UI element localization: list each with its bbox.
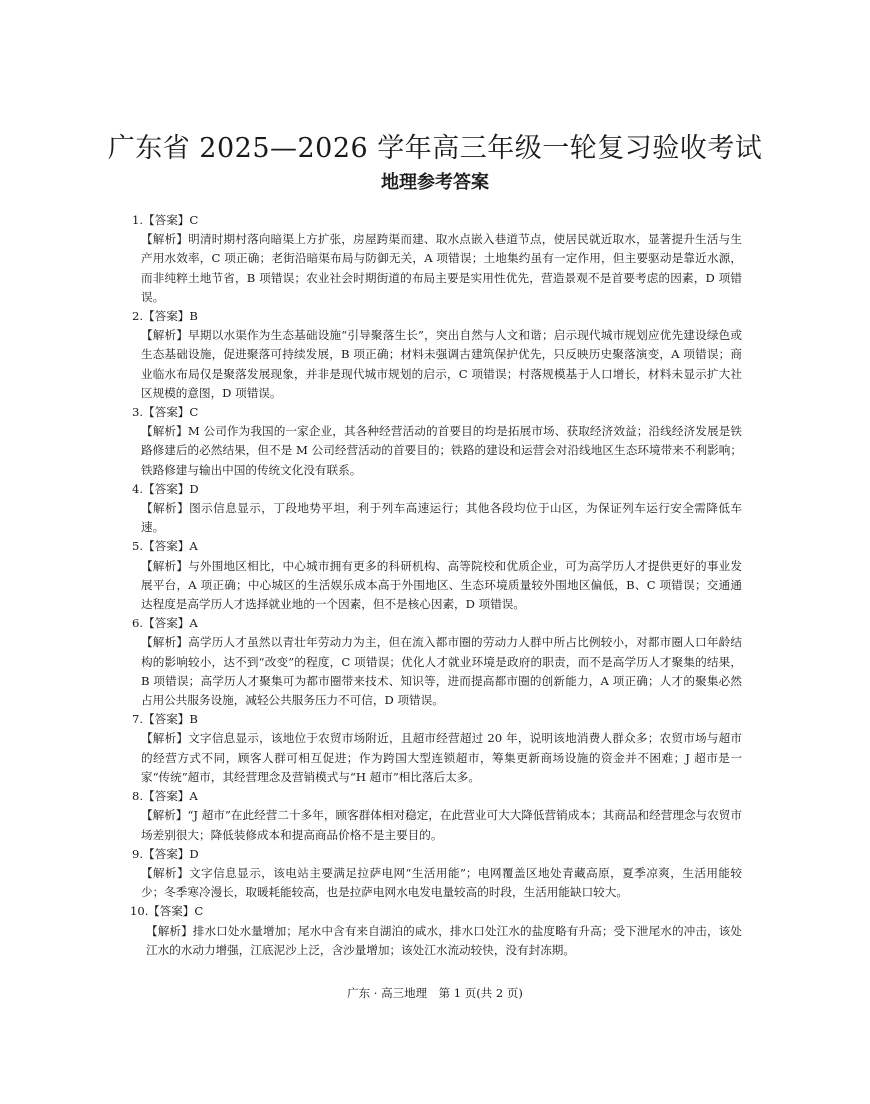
answer-label: 【答案】B	[143, 712, 198, 727]
question-7	[130, 710, 742, 787]
explanation-text: 【解析】“J 超市”在此经营二十多年，顾客群体相对稳定，在此营业可大大降低营销成本；其商品和经营理念与农贸市场差别很大；降低装修成本和提高商品价格不是主要目的。	[141, 808, 742, 842]
explanation-text: 【解析】图示信息显示，丁段地势平坦，利于列车高速运行；其他各段均位于山区，为保证列车运行安全需降低车速。	[141, 501, 742, 535]
question-5	[130, 537, 742, 614]
question-10	[130, 902, 742, 960]
question-number: 9.	[131, 846, 143, 861]
question-number: 4.	[131, 481, 143, 496]
question-4	[130, 480, 742, 538]
question-number: 10.	[130, 904, 149, 919]
explanation-text: 【解析】高学历人才虽然以青壮年劳动力为主，但在流入都市圈的劳动力人群中所占比例较小，对都市圈人口年龄结构的影响较小，达不到“改变”的程度，C 项错误；优化人才就业环境是政府的职责，而不是高学历人才聚集的结果，B 项错误；高学历人才聚集可为都市圈带来技术、知识等，进而提高都市圈的创新能力，A 项正确；人才的聚集必然占用公共服务设施，减轻公共服务压力不可信，D 项错误。	[141, 635, 742, 708]
question-number: 1.	[131, 213, 143, 227]
question-number: 6.	[131, 616, 143, 631]
answer-label: 【答案】A	[143, 789, 198, 804]
answer-label: 【答案】D	[143, 846, 199, 861]
question-3	[130, 403, 742, 480]
explanation-text: 【解析】排水口处水量增加；尾水中含有来自湖泊的咸水，排水口处江水的盐度略有升高；受下泄尾水的冲击，该处江水的水动力增强，江底泥沙上泛，含沙量增加；该处江水流动较快，没有封冻期。	[146, 923, 742, 957]
explanation-text: 【解析】文字信息显示，该电站主要满足拉萨电网“生活用能”；电网覆盖区地处青藏高原，夏季凉爽，生活用能较少；冬季寒冷漫长，取暖耗能较高，也是拉萨电网水电发电量较高的时段，生活用能缺口较大。	[141, 865, 742, 900]
page-subtitle: 地理参考答案	[381, 172, 489, 193]
page-title: 广东省 2025—2026 学年高三年级一轮复习验收考试	[107, 133, 763, 164]
question-6	[130, 614, 742, 710]
answer-label: 【答案】A	[143, 539, 198, 554]
answer-list	[130, 211, 742, 960]
question-number: 8.	[131, 789, 143, 804]
question-number: 5.	[131, 539, 143, 554]
explanation-text: 【解析】与外围地区相比，中心城市拥有更多的科研机构、高等院校和优质企业，可为高学历人才提供更好的事业发展平台，A 项正确；中心城区的生活娱乐成本高于外围地区、生态环境质量较外围地区偏低，B、C 项错误；交通通达程度是高学历人才选择就业地的一个因素，但不是核心因素，D 项错误。	[141, 558, 742, 612]
page-footer: 广东 · 高三地理 第 1 页(共 2 页)	[347, 986, 523, 1000]
answer-label: 【答案】C	[143, 213, 199, 227]
question-2	[130, 307, 742, 403]
answer-label: 【答案】A	[143, 616, 198, 631]
explanation-text: 【解析】早期以水渠作为生态基础设施“引导聚落生长”，突出自然与人文和谐；启示现代城市规划应优先建设绿色或生态基础设施，促进聚落可持续发展，B 项正确；材料未强调古建筑保护优先，只反映历史聚落演变，A 项错误；商业临水布局仅是聚落发展现象，并非是现代城市规划的启示，C 项错误；村落规模基于人口增长，材料未显示扩大社区规模的意图，D 项错误。	[141, 328, 742, 400]
explanation-text: 【解析】M 公司作为我国的一家企业，其各种经营活动的首要目的均是拓展市场、获取经济效益；沿线经济发展是铁路修建后的必然结果，但不是 M 公司经营活动的首要目的；铁路的建设和运营会对沿线地区生态环境带来不利影响；铁路修建与输出中国的传统文化没有联系。	[141, 424, 742, 477]
question-9	[130, 845, 742, 903]
explanation-text: 【解析】明清时期村落向暗渠上方扩张，房屋跨渠而建、取水点嵌入巷道节点，使居民就近取水，显著提升生活与生产用水效率，C 项正确；老街沿暗渠布局与防御无关，A 项错误；土地集约虽有一定作用，但主要驱动是靠近水源，而非纯粹土地节省，B 项错误；农业社会时期街道的布局主要是实用性优先，营造景观不是首要考虑的因素，D 项错误。	[141, 232, 742, 304]
answer-label: 【答案】C	[148, 904, 204, 919]
question-number: 3.	[131, 405, 143, 420]
question-1	[130, 211, 742, 307]
answer-label: 【答案】C	[143, 405, 199, 420]
answer-label: 【答案】B	[143, 309, 198, 324]
question-number: 7.	[131, 712, 143, 727]
answer-label: 【答案】D	[143, 481, 199, 496]
question-8	[130, 787, 742, 845]
explanation-text: 【解析】文字信息显示，该地位于农贸市场附近，且超市经营超过 20 年，说明该地消费人群众多；农贸市场与超市的经营方式不同，顾客人群可相互促进；作为跨国大型连锁超市，筹集更新商场设施的资金并不困难；J 超市是一家“传统”超市，其经营理念及营销模式与“H 超市”相比落后太多。	[141, 731, 742, 784]
question-number: 2.	[131, 309, 143, 324]
